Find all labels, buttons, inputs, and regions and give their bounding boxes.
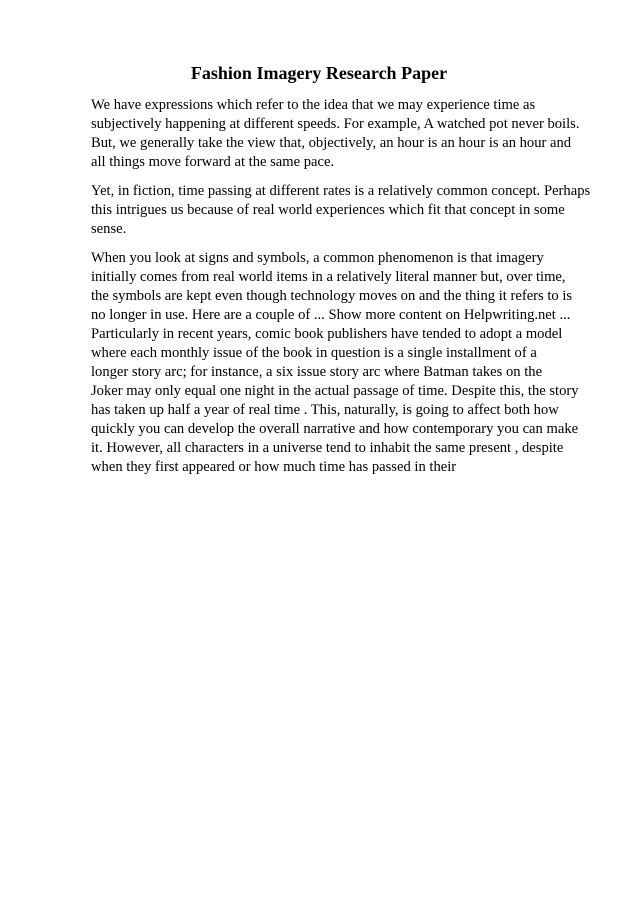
paragraph-1 xyxy=(91,96,580,172)
paragraph-line: We have expressions which refer to the idea that we may experience time as xyxy=(91,97,536,113)
paragraph-line: quickly you can develop the overall narrative and how contemporary you can make xyxy=(91,421,579,437)
paragraph-line: the symbols are kept even though technology moves on and the thing it refers to is xyxy=(91,288,573,304)
paragraph-line: initially comes from real world items in a relatively literal manner but, over time, xyxy=(91,269,566,285)
paragraph-line: Joker may only equal one night in the actual passage of time. Despite this, the story xyxy=(91,383,579,399)
paragraph-line: where each monthly issue of the book in question is a single installment of a xyxy=(91,345,537,361)
paragraph-line: sense. xyxy=(91,221,127,237)
paragraph-line: Yet, in fiction, time passing at different rates is a relatively common concept. Perhaps xyxy=(91,183,591,199)
paragraph-line: longer story arc; for instance, a six issue story arc where Batman takes on the xyxy=(91,364,543,380)
paragraph-line: Particularly in recent years, comic book publishers have tended to adopt a model xyxy=(91,326,563,342)
paragraph-line: has taken up half a year of real time . This, naturally, is going to affect both how xyxy=(91,402,559,418)
paragraph-line: when they first appeared or how much time has passed in their xyxy=(91,459,457,475)
paragraph-3 xyxy=(91,249,579,477)
paragraph-line: When you look at signs and symbols, a common phenomenon is that imagery xyxy=(91,250,544,266)
document-title: Fashion Imagery Research Paper xyxy=(190,63,448,83)
paragraph-line: all things move forward at the same pace. xyxy=(91,154,335,170)
paragraph-line: it. However, all characters in a universe tend to inhabit the same present , despite xyxy=(91,440,564,456)
paragraph-line: no longer in use. Here are a couple of ... Show more content on Helpwriting.net ... xyxy=(91,307,571,323)
paragraph-line: this intrigues us because of real world experiences which fit that concept in some xyxy=(91,202,565,218)
paragraph-2 xyxy=(91,182,590,239)
paragraph-line: But, we generally take the view that, objectively, an hour is an hour is an hour and xyxy=(91,135,572,151)
paragraph-line: subjectively happening at different speeds. For example, A watched pot never boils. xyxy=(91,116,580,132)
